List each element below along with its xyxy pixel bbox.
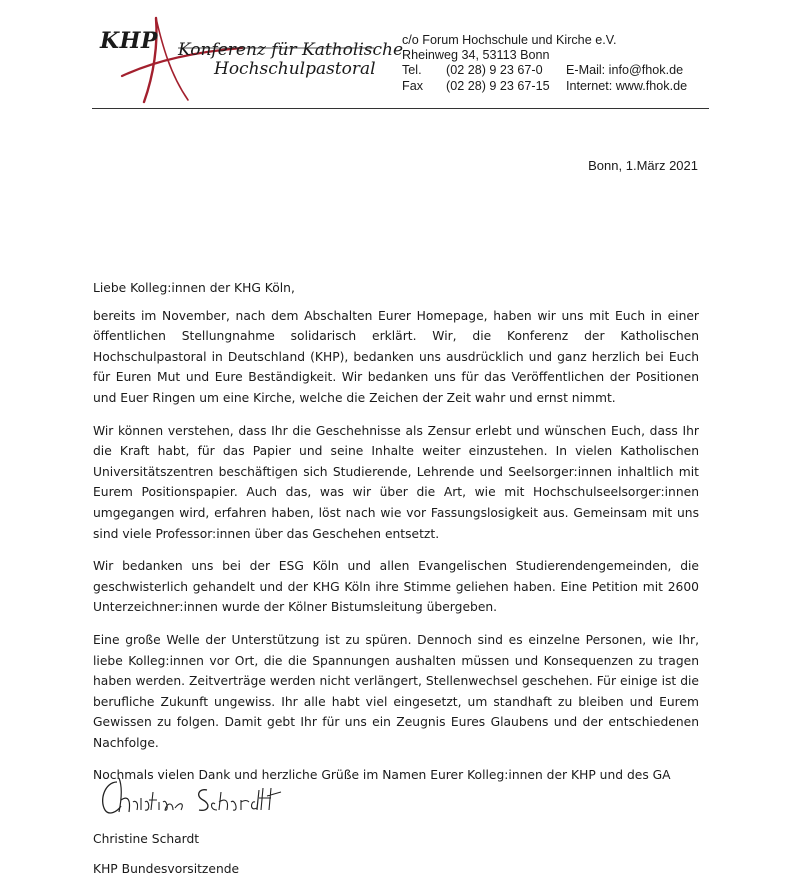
handwritten-signature: [95, 772, 305, 820]
tel-number: (02 28) 9 23 67-0: [446, 63, 543, 78]
fax-label: Fax: [402, 78, 423, 93]
internet-text: Internet: www.fhok.de: [566, 78, 688, 93]
address-block: [402, 33, 687, 94]
paragraph-4: Eine große Welle der Unterstützung ist zu spüren. Dennoch sind es einzelne Personen, wie Ihr, liebe Kolleg:innen vor Ort, die die Spannungen aushalten müssen und Konsequenzen zu tragen haben werden. Zeitverträge werden nicht verlängert, Stellenwechsel geschehen. Für einige ist die berufliche Zukunft ungewiss. Ihr alle habt viel eingesetzt, um standhaft zu bleiben und Eurem Gewissen zu folgen. Damit gebt Ihr für uns ein Zeugnis Eures Glaubens und der entschiedenen Nachfolge.: [93, 632, 699, 750]
paragraph-2: Wir können verstehen, dass Ihr die Geschehnisse als Zensur erlebt und wünschen Euch, dass Ihr die Kraft habt, für das Papier und seine Inhalte weiter einzustehen. In vielen Katholischen Universitätszentren beschäftigen sich Studierende, Lehrende und Seelsorger:innen inhaltlich mit Eurem Positionspapier. Auch das, was wir über die Art, wie mit Hochschulseelsorger:innen umgegangen wird, erfahren haben, löst nach wie vor Fassungslosigkeit aus. Gemeinsam mit uns sind viele Professor:innen über das Geschehen entsetzt.: [93, 423, 699, 541]
letter-body: [93, 278, 699, 798]
signer-title: KHP Bundesvorsitzende: [93, 862, 240, 876]
tel-label: Tel.: [402, 63, 422, 78]
header-divider: [92, 108, 709, 109]
fax-row: [402, 79, 687, 94]
khp-logo: [92, 14, 404, 104]
address-line2: Rheinweg 34, 53113 Bonn: [402, 48, 550, 63]
greeting: Liebe Kolleg:innen der KHG Köln,: [93, 281, 295, 295]
logo-title-line2: Hochschulpastoral: [214, 59, 376, 79]
paragraph-1: bereits im November, nach dem Abschalten Eurer Homepage, haben wir uns mit Euch in einer öffentlichen Stellungnahme solidarisch erklärt. Wir, die Konferenz der Katholischen Hochschulpastoral in Deutschland (KHP), bedanken uns ausdrücklich und ganz herzlich bei Euch für Euren Mut und Eure Beständigkeit. Wir bedanken uns für das Veröffentlichen der Positionen und Euer Ringen um eine Kirche, welche die Zeichen der Zeit wahr und ernst nimmt.: [93, 308, 699, 405]
phone-row: [402, 63, 687, 78]
address-line1: c/o Forum Hochschule und Kirche e.V.: [402, 33, 617, 47]
logo-title-line1: Konferenz für Katholische: [178, 40, 404, 60]
logo-abbreviation: KHP: [100, 28, 158, 54]
letter-date: Bonn, 1.März 2021: [588, 158, 698, 173]
fax-number: (02 28) 9 23 67-15: [446, 78, 550, 93]
paragraph-5: Nochmals vielen Dank und herzliche Grüße im Namen Eurer Kolleg:innen der KHP und des GA: [93, 768, 671, 783]
paragraph-3: Wir bedanken uns bei der ESG Köln und allen Evangelischen Studierendengemeinden, die geschwisterlich gehandelt und der KHG Köln ihre Stimme geliehen haben. Eine Petition mit 2600 Unterzeichner:innen wurde der Kölner Bistumsleitung übergeben.: [93, 559, 699, 615]
signer-name: Christine Schardt: [93, 832, 200, 846]
email-text: E-Mail: info@fhok.de: [566, 63, 684, 78]
